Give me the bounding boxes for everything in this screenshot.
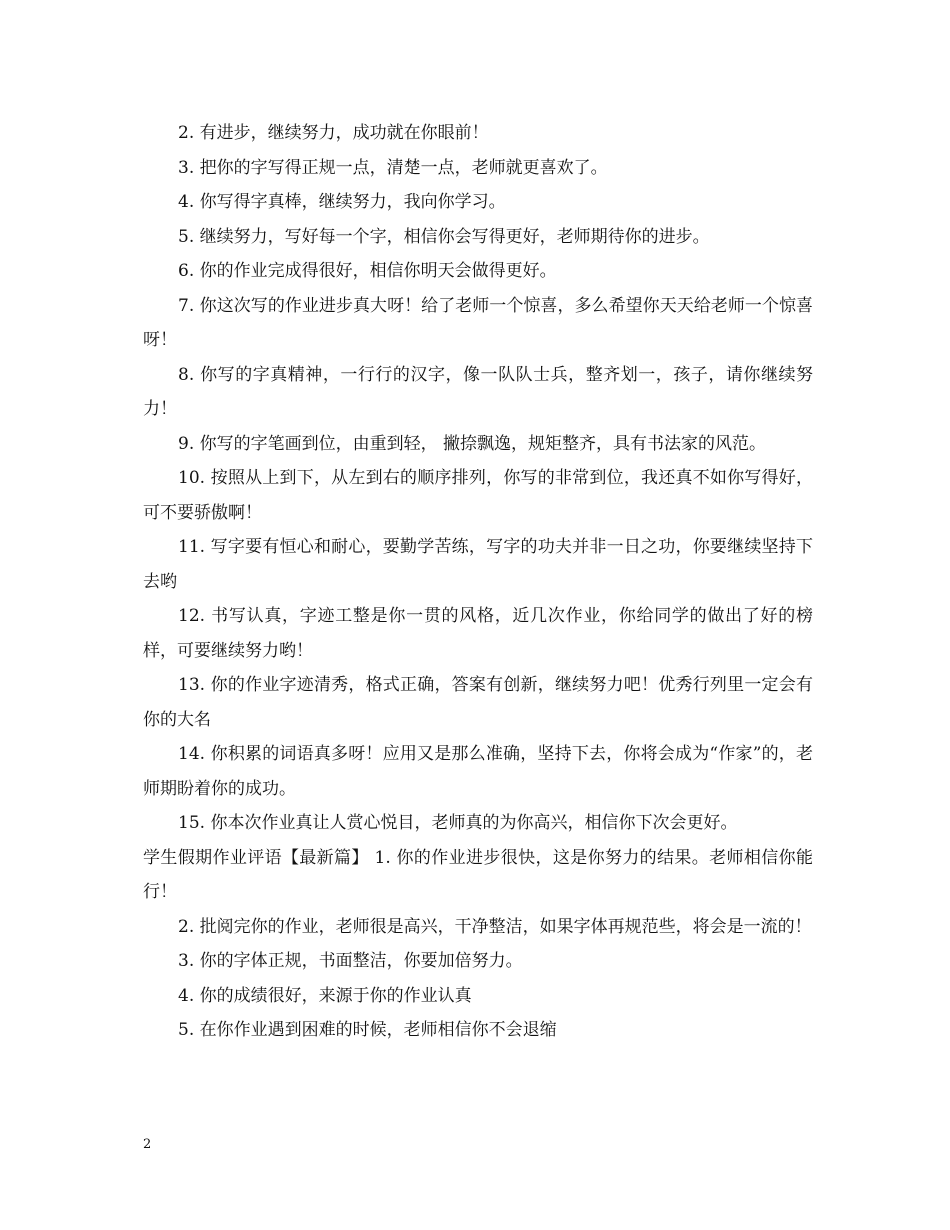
paragraph: 3. 你的字体正规，书面整洁，你要加倍努力。: [178, 951, 523, 971]
paragraph: 6. 你的作业完成得很好，相信你明天会做得更好。: [178, 261, 557, 281]
paragraph: 11. 写字要有恒心和耐心，要勤学苦练，写字的功夫并非一日之功，你要继续坚持下去哟: [143, 537, 813, 592]
paragraph: 7. 你这次写的作业进步真大呀！给了老师一个惊喜，多么希望你天天给老师一个惊喜呀！: [143, 295, 813, 350]
paragraph: 8. 你写的字真精神，一行行的汉字，像一队队士兵，整齐划一，孩子，请你继续努力！: [143, 364, 813, 419]
paragraph: 5. 继续努力，写好每一个字，相信你会写得更好，老师期待你的进步。: [178, 226, 710, 247]
paragraph: 2. 有进步，继续努力，成功就在你眼前！: [178, 123, 489, 143]
paragraph: 12. 书写认真，字迹工整是你一贯的风格，近几次作业，你给同学的做出了好的榜样，可要继续努力哟！: [143, 606, 813, 661]
paragraph: 3. 把你的字写得正规一点，清楚一点，老师就更喜欢了。: [178, 157, 608, 178]
paragraph: 15. 你本次作业真让人赏心悦目，老师真的为你高兴，相信你下次会更好。: [178, 813, 738, 833]
document-body: [143, 116, 813, 1048]
page-number: 2: [143, 1137, 152, 1152]
paragraph: 4. 你写得字真棒，继续努力，我向你学习。: [178, 192, 506, 212]
paragraph: 10. 按照从上到下，从左到右的顺序排列，你写的非常到位，我还真不如你写得好，可不要骄傲啊！: [143, 468, 813, 523]
paragraph: 4. 你的成绩很好，来源于你的作业认真: [178, 985, 472, 1006]
paragraph: 14. 你积累的词语真多呀！应用又是那么准确，坚持下去，你将会成为“作家”的，老师期盼着你的成功。: [143, 744, 813, 799]
paragraph: 2. 批阅完你的作业，老师很是高兴，干净整洁，如果字体再规范些，将会是一流的！: [178, 916, 812, 937]
paragraph: 9. 你写的字笔画到位，由重到轻， 撇捺飘逸，规矩整齐，具有书法家的风范。: [178, 433, 767, 454]
section-heading-paragraph: 学生假期作业评语【最新篇】 1. 你的作业进步很快，这是你努力的结果。老师相信你能行！: [143, 847, 813, 902]
paragraph: 13. 你的作业字迹清秀，格式正确，答案有创新，继续努力吧！优秀行列里一定会有你的大名: [143, 675, 813, 730]
paragraph: 5. 在你作业遇到困难的时候，老师相信你不会退缩: [178, 1020, 557, 1040]
